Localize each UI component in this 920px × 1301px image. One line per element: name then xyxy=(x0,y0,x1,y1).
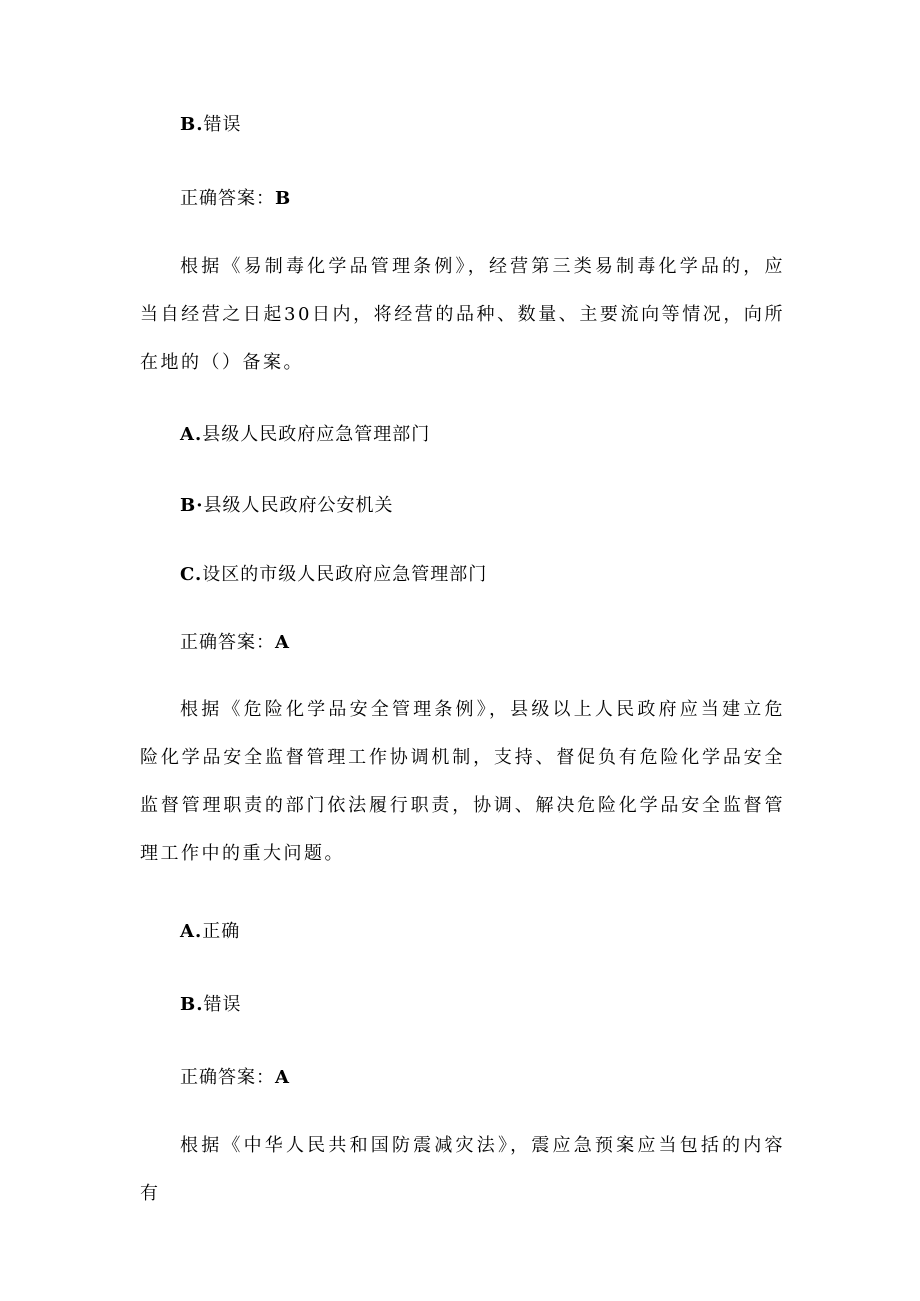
answer-value: A xyxy=(275,1067,290,1088)
option-text: 县级人民政府应急管理部门 xyxy=(202,424,431,445)
correct-answer-3 xyxy=(180,1066,290,1090)
option-c-1 xyxy=(180,563,487,587)
option-letter: A. xyxy=(180,424,203,445)
option-a-1 xyxy=(180,423,430,447)
question-paragraph-2: 根据《危险化学品安全管理条例》，县级以上人民政府应当建立危险化学品安全监督管理工作协调机制，支持、督促负有危险化学品安全监督管理职责的部门依法履行职责，协调、解决危险化学品安全监督管理工作中的重大问题。 xyxy=(140,699,785,864)
answer-value: B xyxy=(275,188,292,209)
question-paragraph-3: 根据《中华人民共和国防震减灾法》，震应急预案应当包括的内容有 xyxy=(140,1135,785,1204)
option-text: 错误 xyxy=(203,994,242,1015)
answer-label: 正确答案： xyxy=(180,188,275,209)
option-a-correct xyxy=(180,920,240,944)
option-letter: B. xyxy=(180,994,204,1015)
option-text: 正确 xyxy=(202,921,241,942)
answer-label: 正确答案： xyxy=(180,1067,275,1088)
option-letter: B. xyxy=(180,114,204,135)
option-letter: A. xyxy=(180,921,203,942)
correct-answer-2 xyxy=(180,631,290,655)
correct-answer-1 xyxy=(180,187,291,211)
option-text: 错误 xyxy=(203,114,242,135)
answer-value: A xyxy=(275,632,290,653)
option-letter: B· xyxy=(180,495,204,516)
option-letter: C. xyxy=(180,564,203,585)
option-text: 县级人民政府公安机关 xyxy=(203,495,394,516)
option-b-wrong-2 xyxy=(180,993,241,1017)
option-b-2 xyxy=(180,494,393,518)
answer-label: 正确答案： xyxy=(180,632,275,653)
question-paragraph-1: 根据《易制毒化学品管理条例》，经营第三类易制毒化学品的，应当自经营之日起30日内，将经营的品种、数量、主要流向等情况，向所在地的（）备案。 xyxy=(140,256,785,373)
option-b-wrong-1 xyxy=(180,113,241,137)
option-text: 设区的市级人民政府应急管理部门 xyxy=(202,564,488,585)
